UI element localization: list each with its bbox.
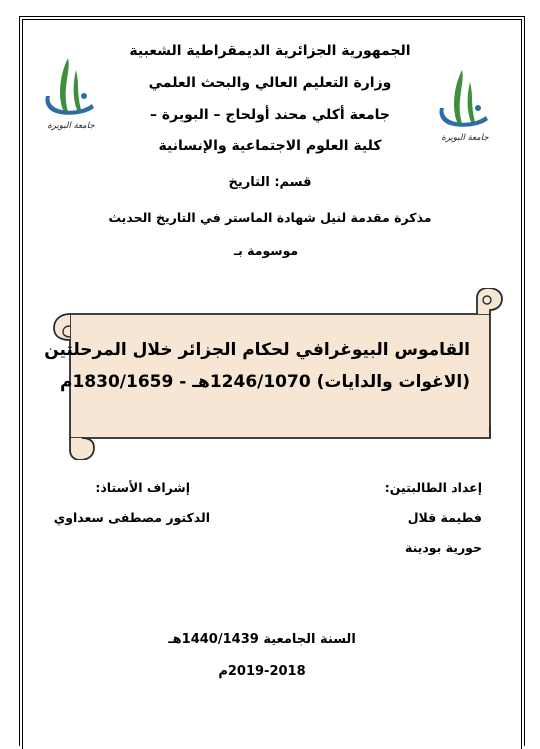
header-university: جامعة أكلي محند أولحاج – البويرة – bbox=[149, 107, 390, 123]
thesis-note: مذكرة مقدمة لنيل شهادة الماستر في التاريخ الحديث bbox=[108, 210, 432, 225]
supervisor-label: إشراف الأستاذ: bbox=[95, 480, 190, 495]
student-name-2: حورية بودينة bbox=[405, 540, 482, 555]
header-ministry: وزارة التعليم العالي والبحث العلمي bbox=[148, 75, 392, 91]
logo-caption-left: جامعة البويرة bbox=[47, 121, 95, 131]
thesis-title-line1: القاموس البيوغرافي لحكام الجزائر خلال المرحلتين bbox=[44, 340, 470, 360]
thesis-titled: موسومة بـ bbox=[233, 243, 299, 258]
logo-caption-right: جامعة البويرة bbox=[441, 133, 489, 143]
header-republic: الجمهورية الجزائرية الديمقراطية الشعبية bbox=[129, 43, 411, 59]
header-faculty: كلية العلوم الاجتماعية والإنسانية bbox=[158, 138, 382, 154]
supervisor-name: الدكتور مصطفى سعداوي bbox=[53, 510, 210, 525]
department: قسم: التاريخ bbox=[228, 175, 312, 190]
academic-year-gregorian: 2019-2018م bbox=[218, 664, 306, 679]
thesis-title-line2: (الاغوات والدايات) 1246/1070هـ - 1830/1659م bbox=[60, 372, 470, 392]
students-label: إعداد الطالبتين: bbox=[384, 480, 482, 495]
student-name-1: فطيمة قلال bbox=[407, 510, 482, 525]
academic-year-hijri: السنة الجامعية 1440/1439هـ bbox=[168, 632, 356, 647]
